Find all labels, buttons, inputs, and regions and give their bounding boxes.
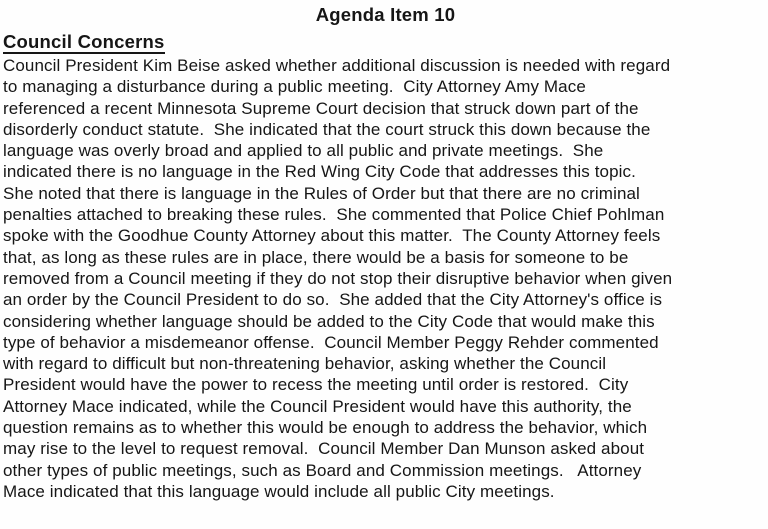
body-line: considering whether language should be added to the City Code that would make this bbox=[3, 311, 655, 331]
body-line: She noted that there is language in the Rules of Order but that there are no criminal bbox=[3, 183, 640, 203]
document-title: Agenda Item 10 bbox=[315, 4, 456, 25]
body-line: other types of public meetings, such as Board and Commission meetings. Attorney bbox=[3, 460, 642, 480]
section-heading: Council Concerns bbox=[3, 31, 165, 52]
body-line: spoke with the Goodhue County Attorney about this matter. The County Attorney feels bbox=[3, 226, 661, 246]
body-line: disorderly conduct statute. She indicated that the court struck this down because the bbox=[3, 119, 651, 139]
body-line: type of behavior a misdemeanor offense. Council Member Peggy Rehder commented bbox=[3, 332, 659, 352]
body-line: penalties attached to breaking these rules. She commented that Police Chief Pohlman bbox=[3, 205, 665, 225]
body-line: removed from a Council meeting if they do not stop their disruptive behavior when given bbox=[3, 268, 673, 288]
body-line: Attorney Mace indicated, while the Council President would have this authority, the bbox=[3, 396, 632, 416]
body-line: Council President Kim Beise asked whether additional discussion is needed with regard bbox=[3, 56, 671, 75]
body-line: Mace indicated that this language would include all public City meetings. bbox=[3, 481, 555, 501]
body-line: indicated there is no language in the Red Wing City Code that addresses this topic. bbox=[3, 162, 636, 182]
body-line: may rise to the level to request removal. Council Member Dan Munson asked about bbox=[3, 439, 645, 459]
body-line: with regard to difficult but non-threatening behavior, asking whether the Council bbox=[3, 354, 607, 374]
body-text bbox=[3, 55, 768, 502]
body-line: President would have the power to recess the meeting until order is restored. City bbox=[3, 375, 629, 395]
body-line: to managing a disturbance during a public meeting. City Attorney Amy Mace bbox=[3, 77, 586, 97]
body-line: an order by the Council President to do so. She added that the City Attorney's office is bbox=[3, 290, 663, 310]
body-line: referenced a recent Minnesota Supreme Court decision that struck down part of the bbox=[3, 98, 639, 118]
body-line: language was overly broad and applied to all public and private meetings. She bbox=[3, 141, 604, 161]
body-line: that, as long as these rules are in place, there would be a basis for someone to be bbox=[3, 247, 629, 267]
body-line: question remains as to whether this would be enough to address the behavior, which bbox=[3, 418, 648, 438]
